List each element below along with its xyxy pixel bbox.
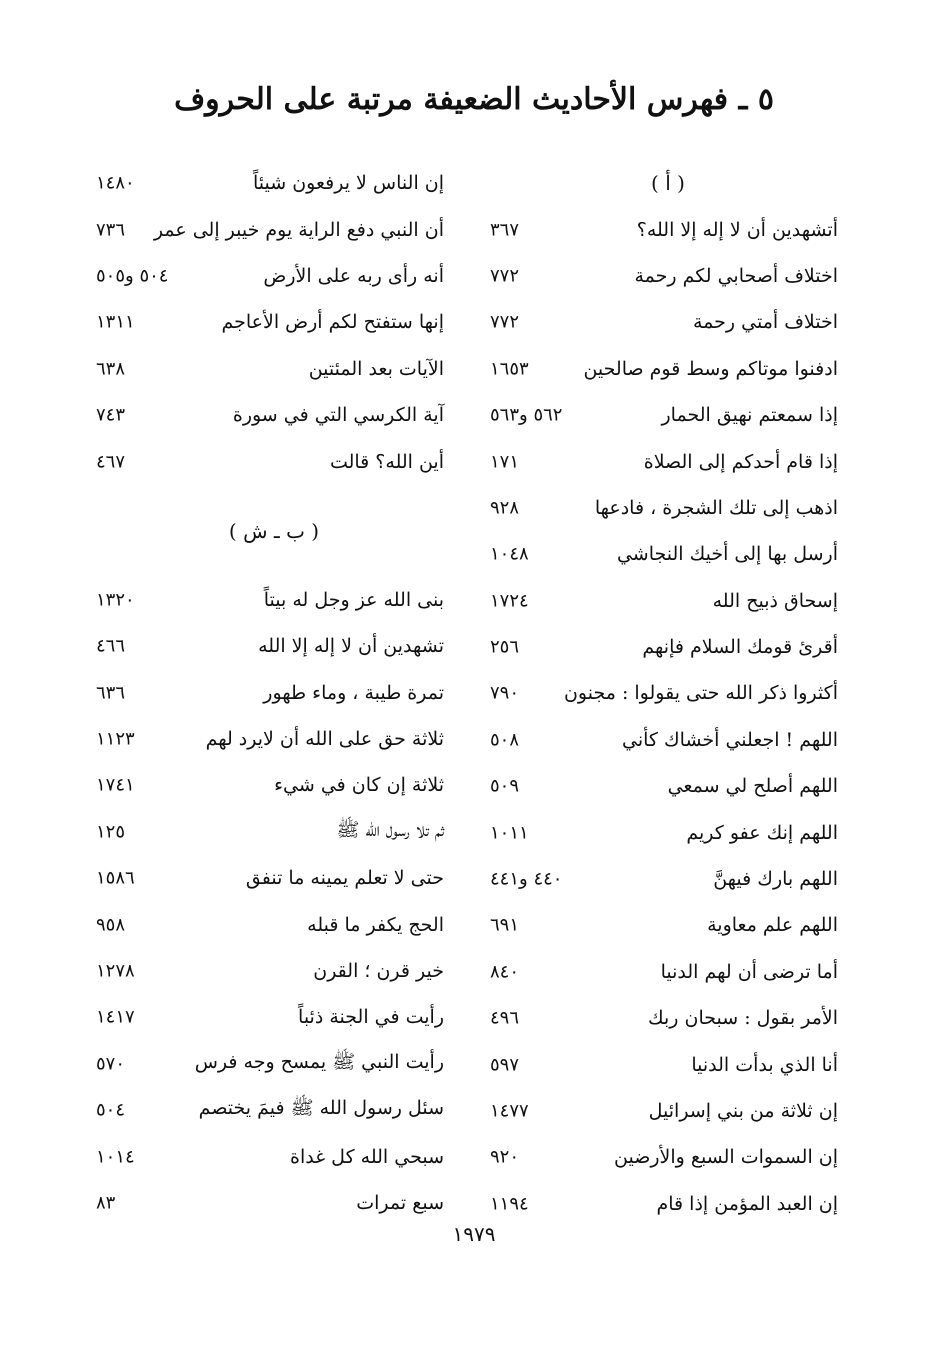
index-entry xyxy=(74,299,474,345)
index-entry xyxy=(468,1041,868,1087)
hadith-incipit: الأمر بقول : سبحان ربك xyxy=(648,1007,838,1030)
index-entry xyxy=(468,299,868,345)
hadith-incipit: تمرة طيبة ، وماء طهور xyxy=(263,681,444,704)
hadith-incipit: ادفنوا موتاكم وسط قوم صالحين xyxy=(583,357,838,380)
index-entry xyxy=(468,438,868,484)
hadith-number: ٧٤٣ xyxy=(96,404,126,426)
hadith-incipit: اللهم بارك فيهنَّ xyxy=(713,868,838,891)
hadith-incipit: اختلاف أصحابي لكم رحمة xyxy=(634,264,838,287)
index-entry xyxy=(468,949,868,995)
hadith-number: ٧٧٢ xyxy=(490,311,520,333)
index-entry xyxy=(468,1181,868,1227)
hadith-number: ٦٩١ xyxy=(490,914,520,936)
section-heading xyxy=(74,485,474,577)
hadith-number: ١٥٨٦ xyxy=(96,867,135,889)
hadith-number: ١٧١ xyxy=(490,451,520,473)
hadith-number: ١٤١٧ xyxy=(96,1006,135,1028)
hadith-incipit: إن الناس لا يرفعون شيئاً xyxy=(253,172,444,195)
hadith-number: ٩٢٨ xyxy=(490,497,520,519)
hadith-incipit: اذهب إلى تلك الشجرة ، فادعها xyxy=(594,496,838,519)
hadith-incipit: رأيت النبي ﷺ يمسح وجه فرس xyxy=(194,1050,444,1073)
index-entry xyxy=(468,253,868,299)
hadith-number: ٥٠٤ و٥٠٥ xyxy=(96,265,169,287)
left-column xyxy=(74,160,474,1226)
hadith-number: ٥٠٨ xyxy=(490,729,520,751)
hadith-incipit: حتى لا تعلم يمينه ما تنفق xyxy=(245,867,444,890)
hadith-number: ١٧٢٤ xyxy=(490,590,529,612)
index-entry xyxy=(468,902,868,948)
hadith-incipit: ثلاثة إن كان في شيء xyxy=(274,774,444,797)
index-entry xyxy=(468,578,868,624)
index-entry xyxy=(74,948,474,994)
hadith-number: ٤٤٠ و٤٤١ xyxy=(490,868,563,890)
page-number: ١٩٧٩ xyxy=(452,1222,496,1246)
hadith-incipit: أنا الذي بدأت الدنيا xyxy=(691,1053,838,1076)
hadith-incipit: أرسل بها إلى أخيك النجاشي xyxy=(616,543,838,566)
index-entry xyxy=(74,994,474,1040)
hadith-incipit: أن النبي دفع الراية يوم خيبر إلى عمر xyxy=(153,218,444,241)
index-entry xyxy=(74,623,474,669)
hadith-incipit: خير قرن ؛ القرن xyxy=(313,960,444,983)
index-entry xyxy=(468,531,868,577)
hadith-number: ٤٦٦ xyxy=(96,635,126,657)
hadith-incipit: إن ثلاثة من بني إسرائيل xyxy=(648,1100,838,1122)
index-entry xyxy=(468,1088,868,1134)
hadith-number: ١٠٤٨ xyxy=(490,543,529,565)
index-entry xyxy=(74,1041,474,1087)
index-entry xyxy=(74,1087,474,1133)
index-entry xyxy=(468,995,868,1041)
hadith-number: ١٧٤١ xyxy=(96,774,135,796)
hadith-number: ٥٠٩ xyxy=(490,775,520,797)
hadith-incipit: اللهم علم معاوية xyxy=(707,914,838,937)
index-entry xyxy=(468,763,868,809)
hadith-incipit: إذا قام أحدكم إلى الصلاة xyxy=(643,450,838,473)
index-entry xyxy=(74,206,474,252)
hadith-incipit: إذا سمعتم نهيق الحمار xyxy=(661,404,838,427)
hadith-incipit: ثلاثة حق على الله أن لايرد لهم xyxy=(205,728,444,751)
index-entry xyxy=(74,855,474,901)
hadith-incipit: أين الله؟ قالت xyxy=(329,450,444,473)
hadith-incipit: سبحي الله كل غداة xyxy=(290,1145,444,1168)
index-entry xyxy=(468,670,868,716)
hadith-number: ١٠١٤ xyxy=(96,1146,135,1168)
hadith-number: ١٤٨٠ xyxy=(96,172,135,194)
hadith-number: ٤٩٦ xyxy=(490,1007,520,1029)
index-entry xyxy=(468,206,868,252)
index-entry xyxy=(74,438,474,484)
hadith-incipit: إسحاق ذبيح الله xyxy=(712,589,838,612)
hadith-incipit: اختلاف أمتي رحمة xyxy=(693,311,838,334)
index-entry xyxy=(74,716,474,762)
hadith-number: ١٢٧٨ xyxy=(96,960,135,982)
index-entry xyxy=(74,160,474,206)
hadith-number: ٧٣٦ xyxy=(96,219,126,241)
hadith-incipit: رأيت في الجنة ذئباً xyxy=(298,1006,444,1029)
right-column xyxy=(468,160,868,1227)
page-title: ٥ ـ فهرس الأحاديث الضعيفة مرتبة على الحروف xyxy=(174,82,774,117)
hadith-number: ١٣١١ xyxy=(96,311,135,333)
hadith-number: ١٤٧٧ xyxy=(490,1100,529,1122)
index-entry xyxy=(74,392,474,438)
hadith-number: ٩٢٠ xyxy=(490,1146,520,1168)
hadith-incipit: الحج يكفر ما قبله xyxy=(307,913,444,936)
hadith-number: ٢٥٦ xyxy=(490,636,520,658)
hadith-incipit: إن السموات السبع والأرضين xyxy=(614,1146,838,1169)
hadith-incipit: آية الكرسي التي في سورة xyxy=(232,404,444,427)
hadith-number: ٤٦٧ xyxy=(96,451,126,473)
index-entry xyxy=(74,809,474,855)
hadith-incipit: اللهم أصلح لي سمعي xyxy=(667,775,838,798)
index-entry xyxy=(74,1180,474,1226)
hadith-incipit: أما ترضى أن لهم الدنيا xyxy=(660,960,838,983)
section-heading xyxy=(468,160,868,206)
hadith-incipit: الآيات بعد المئتين xyxy=(308,357,444,380)
hadith-incipit: اللهم ! اجعلني أخشاك كأني xyxy=(622,728,838,751)
hadith-number: ٥٠٤ xyxy=(96,1099,126,1121)
index-entry xyxy=(74,762,474,808)
index-entry xyxy=(468,624,868,670)
hadith-incipit: تشهدين أن لا إله إلا الله xyxy=(258,635,444,658)
hadith-number: ٦٣٦ xyxy=(96,682,126,704)
hadith-incipit: إنها ستفتح لكم أرض الأعاجم xyxy=(221,311,444,334)
hadith-incipit: بنى الله عز وجل له بيتاً xyxy=(263,588,444,611)
section-heading-label: ( أ ) xyxy=(651,171,685,196)
hadith-number: ٥٦٢ و٥٦٣ xyxy=(490,404,563,426)
index-entry xyxy=(74,346,474,392)
hadith-number: ٩٥٨ xyxy=(96,914,126,936)
hadith-incipit: اللهم إنك عفو كريم xyxy=(686,821,838,844)
hadith-number: ٦٣٨ xyxy=(96,358,126,380)
index-entry xyxy=(74,577,474,623)
hadith-number: ٧٩٠ xyxy=(490,682,520,704)
hadith-number: ١٦٥٣ xyxy=(490,358,529,380)
hadith-number: ١١٩٤ xyxy=(490,1193,529,1215)
hadith-incipit: أتشهدين أن لا إله إلا الله؟ xyxy=(636,218,838,241)
hadith-incipit: ثم تلا رسول الله ﷺ xyxy=(336,818,444,841)
hadith-incipit: أكثروا ذكر الله حتى يقولوا : مجنون xyxy=(563,682,838,705)
index-entry xyxy=(468,1134,868,1180)
hadith-number: ٥٩٧ xyxy=(490,1054,520,1076)
hadith-incipit: إن العبد المؤمن إذا قام xyxy=(656,1192,838,1215)
hadith-incipit: سئل رسول الله ﷺ فيمَ يختصم xyxy=(198,1097,444,1120)
index-entry xyxy=(468,392,868,438)
index-entry xyxy=(74,253,474,299)
hadith-incipit: أقرئ قومك السلام فإنهم xyxy=(642,636,838,659)
hadith-number: ١٣٢٠ xyxy=(96,589,135,611)
hadith-number: ٧٧٢ xyxy=(490,265,520,287)
hadith-incipit: سبع تمرات xyxy=(356,1192,444,1214)
index-entry xyxy=(468,346,868,392)
hadith-number: ١١٢٣ xyxy=(96,728,135,750)
index-entry xyxy=(74,670,474,716)
hadith-number: ١٢٥ xyxy=(96,821,126,843)
hadith-number: ١٠١١ xyxy=(490,822,529,844)
index-entry xyxy=(74,901,474,947)
index-entry xyxy=(468,856,868,902)
index-entry xyxy=(468,485,868,531)
hadith-number: ٣٦٧ xyxy=(490,219,520,241)
index-entry xyxy=(74,1133,474,1179)
section-heading-label: ( ب ـ ش ) xyxy=(228,518,320,543)
index-entry xyxy=(468,717,868,763)
hadith-incipit: أنه رأى ربه على الأرض xyxy=(263,264,444,287)
index-entry xyxy=(468,809,868,855)
hadith-number: ٨٣ xyxy=(96,1192,116,1214)
hadith-number: ٨٤٠ xyxy=(490,961,520,983)
hadith-number: ٥٧٠ xyxy=(96,1053,126,1075)
